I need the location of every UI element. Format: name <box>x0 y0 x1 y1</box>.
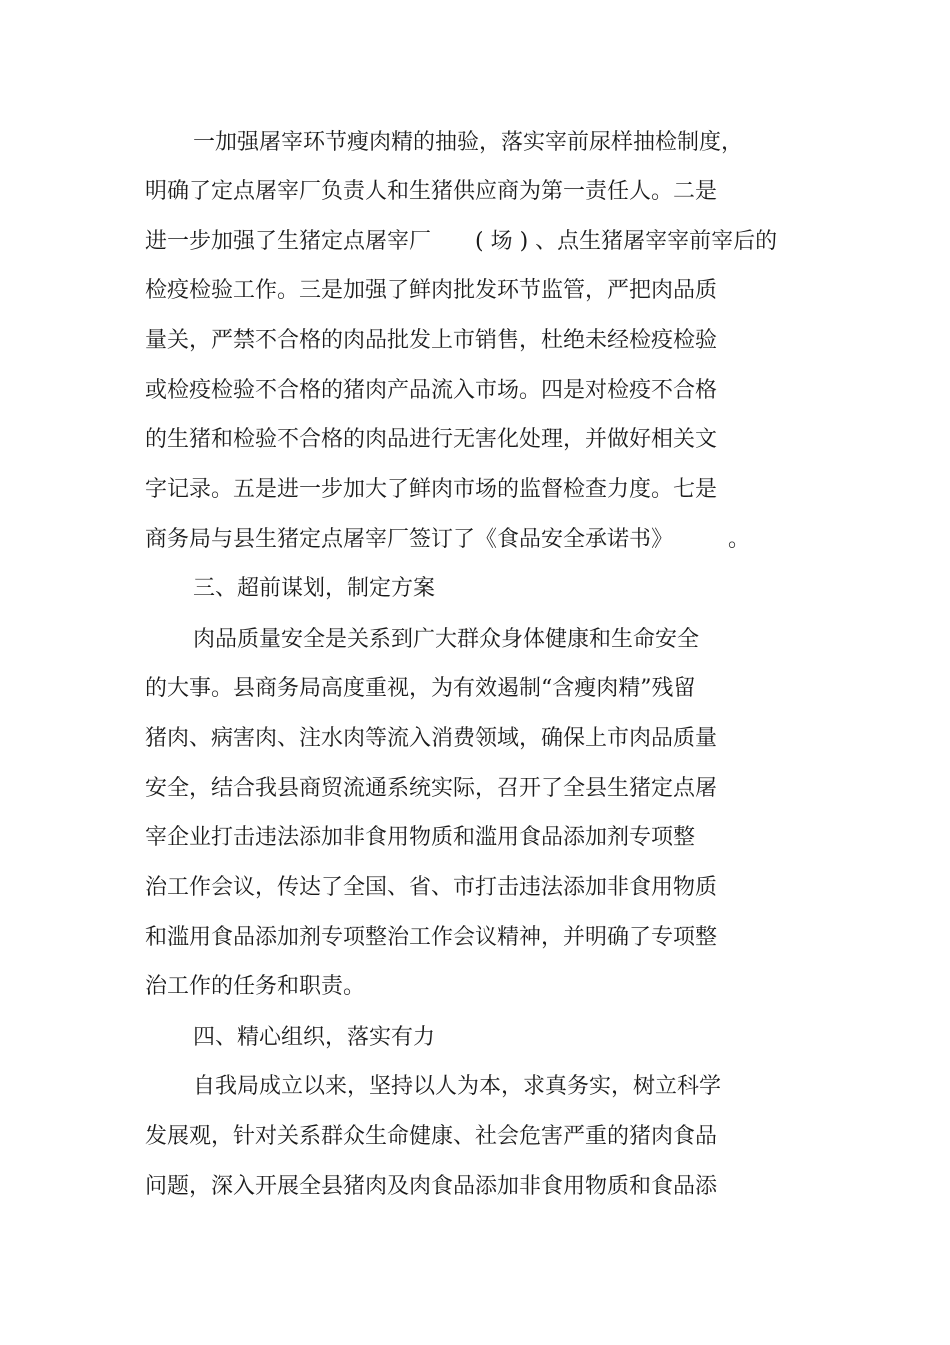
text-line: 肉品质量安全是关系到广大群众身体健康和生命安全 <box>193 627 700 652</box>
text-line: 的生猪和检验不合格的肉品进行无害化处理，并做好相关文 <box>145 427 718 452</box>
text-line: 一加强屠宰环节瘦肉精的抽验，落实宰前尿样抽检制度， <box>193 130 744 155</box>
text-line: 宰企业打击违法添加非食用物质和滥用食品添加剂专项整 <box>145 825 696 850</box>
section-heading: 四、精心组织，落实有力 <box>193 1025 436 1050</box>
text-line: 治工作的任务和职责。 <box>145 974 366 999</box>
text-line: 的大事。县商务局高度重视，为有效遏制“含瘦肉精”残留 <box>145 676 696 701</box>
text-line: 字记录。五是进一步加大了鲜肉市场的监督检查力度。七是 <box>145 477 718 502</box>
text-line: 或检疫检验不合格的猪肉产品流入市场。四是对检疫不合格 <box>145 378 718 403</box>
text-line: 自我局成立以来，坚持以人为本，求真务实，树立科学 <box>193 1074 722 1099</box>
text-line: 治工作会议，传达了全国、省、市打击违法添加非食用物质 <box>145 875 718 900</box>
text-line: 安全，结合我县商贸流通系统实际，召开了全县生猪定点屠 <box>145 776 718 801</box>
text-line: 问题，深入开展全县猪肉及肉食品添加非食用物质和食品添 <box>145 1174 718 1199</box>
section-heading: 三、超前谋划，制定方案 <box>193 576 436 601</box>
text-line: 和滥用食品添加剂专项整治工作会议精神，并明确了专项整 <box>145 925 718 950</box>
text-line: 猪肉、病害肉、注水肉等流入消费领域，确保上市肉品质量 <box>145 726 718 751</box>
text-line: 商务局与县生猪定点屠宰厂签订了《食品安全承诺书》 。 <box>145 527 751 552</box>
text-line: 进一步加强了生猪定点屠宰厂 ( 场 ) 、点生猪屠宰宰前宰后的 <box>145 229 778 254</box>
text-line: 检疫检验工作。三是加强了鲜肉批发环节监管，严把肉品质 <box>145 278 718 303</box>
text-line: 量关，严禁不合格的肉品批发上市销售，杜绝未经检疫检验 <box>145 328 718 353</box>
text-line: 发展观，针对关系群众生命健康、社会危害严重的猪肉食品 <box>145 1124 718 1149</box>
text-line: 明确了定点屠宰厂负责人和生猪供应商为第一责任人。二是 <box>145 179 718 204</box>
